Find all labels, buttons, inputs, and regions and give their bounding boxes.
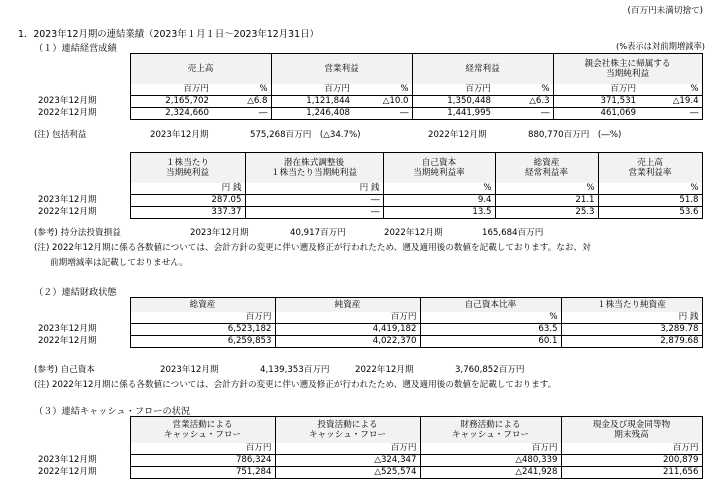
corner-cell <box>32 153 130 183</box>
header-diluted-eps: 潜在株式調整後 １株当たり当期純利益 <box>245 153 383 183</box>
restatement-note-2: (注) 2022年12月期に係る各数値については、会計方針の変更に伴い遡及修正が行われたため、遡及適用後の数値を記載しております。 <box>34 380 557 390</box>
value-cell: △525,574 <box>275 466 420 478</box>
row-label: 2023年12月期 <box>38 95 97 106</box>
header-equity-ratio: 自己資本比率 <box>420 298 561 312</box>
header-operating-cf: 営業活動による キャッシュ・フロー <box>130 417 275 443</box>
value-cell: 287.05 <box>130 194 245 206</box>
value-cell: 3,289.78 <box>561 323 702 335</box>
value-cell: 4,022,370 <box>275 335 420 347</box>
value-cell: 6,523,182 <box>130 323 275 335</box>
value-cell: ― <box>212 107 271 119</box>
unit-cell: % <box>495 183 598 195</box>
section2-title: （２）連結財政状態 <box>34 287 117 298</box>
value-cell: △19.4 <box>639 95 702 107</box>
header-investing-cf: 投資活動による キャッシュ・フロー <box>275 417 420 443</box>
equity-method-value2: 165,684百万円 <box>482 228 544 238</box>
header-total-assets: 総資産 <box>130 298 275 312</box>
unit-cell: 百万円 <box>130 443 275 455</box>
section1-title: （１）連結経営成績 <box>34 43 117 54</box>
restatement-note-line2: 前期増減率は記載しておりません。 <box>50 258 189 268</box>
unit-cell: 百万円 <box>130 312 275 324</box>
header-op-margin: 売上高 営業利益率 <box>598 153 702 183</box>
header-roa: 総資産 経常利益率 <box>495 153 598 183</box>
equity-method-value1: 40,917百万円 <box>290 228 346 238</box>
value-cell: 2,324,660 <box>130 107 212 119</box>
header-cash-end: 現金及び現金同等物 期末残高 <box>561 417 702 443</box>
value-cell: 6,259,853 <box>130 335 275 347</box>
unit-cell: 百万円 <box>420 443 561 455</box>
header-financing-cf: 財務活動による キャッシュ・フロー <box>420 417 561 443</box>
table-row <box>32 454 702 466</box>
unit-cell: 百万円 <box>412 84 494 96</box>
table-row <box>32 206 702 218</box>
table-row <box>32 466 702 478</box>
value-cell: ― <box>245 194 383 206</box>
value-cell: △6.8 <box>212 95 271 107</box>
unit-row-label <box>32 183 130 195</box>
value-cell: 751,284 <box>130 466 275 478</box>
value-cell: 21.1 <box>495 194 598 206</box>
value-cell: 786,324 <box>130 454 275 466</box>
value-cell: △241,928 <box>420 466 561 478</box>
table-row <box>32 107 702 119</box>
unit-cell: % <box>383 183 495 195</box>
unit-cell: % <box>494 84 553 96</box>
equity-method-period1: 2023年12月期 <box>190 228 249 238</box>
equity-period1: 2023年12月期 <box>160 365 219 375</box>
value-cell: ― <box>494 107 553 119</box>
value-cell: ― <box>245 206 383 218</box>
unit-cell: 百万円 <box>561 443 702 455</box>
value-cell: 63.5 <box>420 323 561 335</box>
row-label: 2022年12月期 <box>38 206 97 217</box>
unit-cell: 百万円 <box>553 84 639 96</box>
row-label: 2023年12月期 <box>38 323 97 334</box>
header-bps: １株当たり純資産 <box>561 298 702 312</box>
value-cell: 9.4 <box>383 194 495 206</box>
table-row <box>32 323 702 335</box>
corner-cell <box>32 417 130 443</box>
equity-method-label: (参考) 持分法投資損益 <box>34 228 121 238</box>
unit-cell: % <box>353 84 412 96</box>
unit-cell: 百万円 <box>130 84 212 96</box>
unit-row-label <box>32 84 130 96</box>
unit-cell: 百万円 <box>275 443 420 455</box>
value-cell: 2,165,702 <box>130 95 212 107</box>
value-cell: △324,347 <box>275 454 420 466</box>
value-cell: 371,531 <box>553 95 639 107</box>
section1-note: (%表示は対前期増減率) <box>615 41 705 51</box>
value-cell: ― <box>639 107 702 119</box>
table-row <box>32 194 702 206</box>
unit-cell: % <box>212 84 271 96</box>
equity-period2: 2022年12月期 <box>355 365 414 375</box>
section3-title: （３）連結キャッシュ・フローの状況 <box>34 406 191 417</box>
header-eps: １株当たり 当期純利益 <box>130 153 245 183</box>
unit-row-label <box>32 312 130 324</box>
financial-position-table <box>32 297 703 348</box>
equity-method-period2: 2022年12月期 <box>384 228 443 238</box>
unit-cell: 百万円 <box>275 312 420 324</box>
cash-flow-table <box>32 416 703 479</box>
value-cell: 4,419,182 <box>275 323 420 335</box>
value-cell: △10.0 <box>353 95 412 107</box>
corner-cell <box>32 54 130 84</box>
table-row <box>32 335 702 347</box>
comp-income-value1: 575,268百万円 (△34.7%) <box>250 130 361 140</box>
comp-income-period2: 2022年12月期 <box>428 130 487 140</box>
value-cell: 337.37 <box>130 206 245 218</box>
value-cell: 51.8 <box>598 194 702 206</box>
header-net-sales: 売上高 <box>130 54 271 84</box>
value-cell: △480,339 <box>420 454 561 466</box>
header-net-income-parent: 親会社株主に帰属する 当期純利益 <box>553 54 702 84</box>
unit-cell: % <box>598 183 702 195</box>
value-cell: 60.1 <box>420 335 561 347</box>
operating-results-table <box>32 53 703 120</box>
equity-label: (参考) 自己資本 <box>34 365 95 375</box>
value-cell: △6.3 <box>494 95 553 107</box>
restatement-note-line1: (注) 2022年12月期に係る各数値については、会計方針の変更に伴い遡及修正が行われたため、遡及適用後の数値を記載しております。なお、対 <box>34 243 591 253</box>
page-heading: 1．2023年12月期の連結業績（2023年１月１日～2023年12月31日） <box>18 29 319 40</box>
row-label: 2022年12月期 <box>38 107 97 118</box>
value-cell: 200,879 <box>561 454 702 466</box>
row-label: 2022年12月期 <box>38 335 97 346</box>
unit-cell: 円 銭 <box>245 183 383 195</box>
value-cell: 1,441,995 <box>412 107 494 119</box>
value-cell: 1,350,448 <box>412 95 494 107</box>
equity-value2: 3,760,852百万円 <box>455 365 525 375</box>
unit-cell: % <box>639 84 702 96</box>
header-net-assets: 純資産 <box>275 298 420 312</box>
header-operating-profit: 営業利益 <box>271 54 412 84</box>
comp-income-value2: 880,770百万円 (―%) <box>528 130 622 140</box>
unit-cell: 円 銭 <box>561 312 702 324</box>
unit-cell: 円 銭 <box>130 183 245 195</box>
row-label: 2023年12月期 <box>38 194 97 205</box>
value-cell: 1,121,844 <box>271 95 353 107</box>
value-cell: 211,656 <box>561 466 702 478</box>
unit-row-label <box>32 443 130 455</box>
unit-cell: % <box>420 312 561 324</box>
comp-income-period1: 2023年12月期 <box>150 130 209 140</box>
value-cell: 1,246,408 <box>271 107 353 119</box>
value-cell: 461,069 <box>553 107 639 119</box>
per-share-table <box>32 152 703 219</box>
value-cell: 2,879.68 <box>561 335 702 347</box>
value-cell: 25.3 <box>495 206 598 218</box>
row-label: 2023年12月期 <box>38 454 97 465</box>
comp-income-label: (注) 包括利益 <box>34 130 87 140</box>
header-roe: 自己資本 当期純利益率 <box>383 153 495 183</box>
table-row <box>32 95 702 107</box>
row-label: 2022年12月期 <box>38 466 97 477</box>
header-ordinary-profit: 経常利益 <box>412 54 553 84</box>
corner-cell <box>32 298 130 312</box>
unit-note: (百万円未満切捨て) <box>627 6 703 16</box>
value-cell: 53.6 <box>598 206 702 218</box>
value-cell: 13.5 <box>383 206 495 218</box>
value-cell: ― <box>353 107 412 119</box>
unit-cell: 百万円 <box>271 84 353 96</box>
equity-value1: 4,139,353百万円 <box>260 365 330 375</box>
